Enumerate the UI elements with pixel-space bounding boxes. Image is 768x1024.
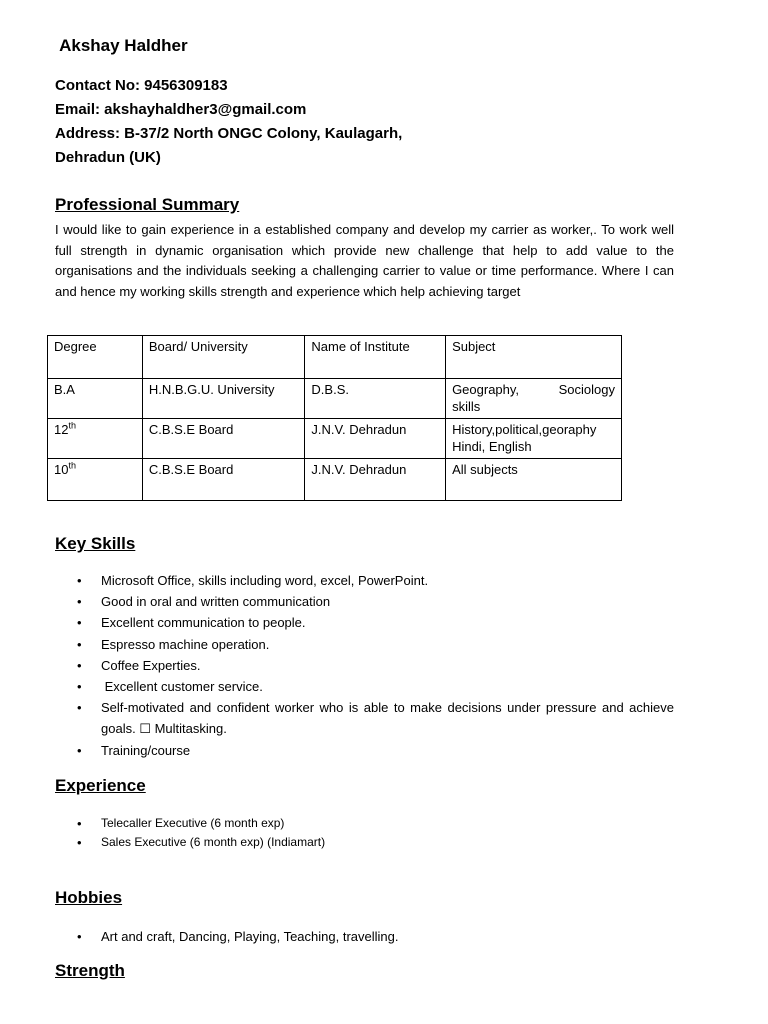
skill-text: Microsoft Office, skills including word, excel, PowerPoint. xyxy=(101,573,429,588)
bullet-icon: • xyxy=(77,679,82,695)
summary-heading: Professional Summary xyxy=(55,195,240,214)
list-item xyxy=(55,634,674,655)
list-item xyxy=(55,697,674,739)
degree-text: 12 xyxy=(54,422,69,437)
degree-superscript: th xyxy=(68,460,76,471)
subject-cell xyxy=(446,459,622,501)
header-institute: Name of Institute xyxy=(305,336,446,379)
skill-text: Self-motivated and confident worker who is able to make decisions under pressure and achieve goals. ☐ Multitasking. xyxy=(101,700,674,737)
experience-heading: Experience xyxy=(55,776,146,795)
list-item xyxy=(55,740,674,761)
list-item xyxy=(55,570,674,591)
contact-number: Contact No: 9456309183 xyxy=(55,77,228,94)
bullet-icon: • xyxy=(77,816,82,831)
list-item xyxy=(55,676,674,697)
degree-cell xyxy=(48,459,143,501)
institute-cell: J.N.V. Dehradun xyxy=(305,419,446,459)
hobby-text: Art and craft, Dancing, Playing, Teaching, travelling. xyxy=(101,929,399,944)
bullet-icon: • xyxy=(77,742,82,758)
bullet-icon: • xyxy=(77,929,82,944)
degree-cell xyxy=(48,419,143,459)
key-skills-heading: Key Skills xyxy=(55,534,136,553)
table-row xyxy=(48,379,622,419)
skill-text: Coffee Experties. xyxy=(101,657,201,673)
hobbies-heading: Hobbies xyxy=(55,888,123,907)
skill-text: Excellent customer service. xyxy=(101,679,263,695)
subject-cell xyxy=(446,379,622,419)
hobbies-list xyxy=(55,926,674,947)
email-address: Email: akshayhaldher3@gmail.com xyxy=(55,101,307,118)
list-item xyxy=(55,833,674,852)
table-row xyxy=(48,419,622,459)
bullet-icon: • xyxy=(77,657,82,673)
strength-heading: Strength xyxy=(55,961,125,980)
subject-line-2: skills xyxy=(452,399,481,414)
skill-text: Training/course xyxy=(101,742,191,758)
degree-text: B.A xyxy=(54,382,75,397)
bullet-icon: • xyxy=(77,615,82,631)
institute-cell: D.B.S. xyxy=(305,379,446,419)
header-degree: Degree xyxy=(48,336,143,379)
degree-superscript: th xyxy=(68,420,76,431)
bullet-icon: • xyxy=(77,835,82,850)
experience-text: Telecaller Executive (6 month exp) xyxy=(101,816,285,830)
bullet-icon: • xyxy=(77,594,82,610)
list-item xyxy=(55,814,674,833)
subject-line-1: History,political,georaphy xyxy=(452,422,597,437)
education-table xyxy=(47,335,622,501)
table-header-row xyxy=(48,336,622,379)
key-skills-list xyxy=(55,570,674,761)
header-board: Board/ University xyxy=(142,336,305,379)
list-item xyxy=(55,591,674,612)
board-cell: H.N.B.G.U. University xyxy=(142,379,305,419)
degree-text: 10 xyxy=(54,462,69,477)
address-line-2: Dehradun (UK) xyxy=(55,149,161,166)
bullet-icon: • xyxy=(77,573,82,588)
bullet-icon: • xyxy=(77,636,82,652)
list-item xyxy=(55,612,674,633)
header-subject: Subject xyxy=(446,336,622,379)
degree-cell xyxy=(48,379,143,419)
skill-text: Excellent communication to people. xyxy=(101,615,306,631)
subject-cell xyxy=(446,419,622,459)
bullet-icon: • xyxy=(77,700,82,716)
skill-text: Good in oral and written communication xyxy=(101,594,331,610)
summary-text: I would like to gain experience in a established company and develop my carrier as worker,. To work well full strength in dynamic organisation which provide new challenge that help to add value to the organisations and the individuals seeking a challenging carrier to value or time performance. Where I can and hence my working skills strength and experience which help achieving target xyxy=(55,222,674,299)
list-item xyxy=(55,926,674,947)
experience-list xyxy=(55,814,674,852)
table-row xyxy=(48,459,622,501)
list-item xyxy=(55,655,674,676)
subject-line-2: Hindi, English xyxy=(452,439,532,454)
candidate-name: Akshay Haldher xyxy=(55,36,188,55)
contact-block xyxy=(55,74,402,170)
institute-cell: J.N.V. Dehradun xyxy=(305,459,446,501)
address-line-1: Address: B-37/2 North ONGC Colony, Kaulagarh, xyxy=(55,125,403,142)
subject-line-1: Geography, Sociology xyxy=(452,382,615,397)
board-cell: C.B.S.E Board xyxy=(142,419,305,459)
subject-line-1: All subjects xyxy=(452,462,518,477)
skill-text: Espresso machine operation. xyxy=(101,636,270,652)
board-cell: C.B.S.E Board xyxy=(142,459,305,501)
experience-text: Sales Executive (6 month exp) (Indiamart) xyxy=(101,835,326,849)
